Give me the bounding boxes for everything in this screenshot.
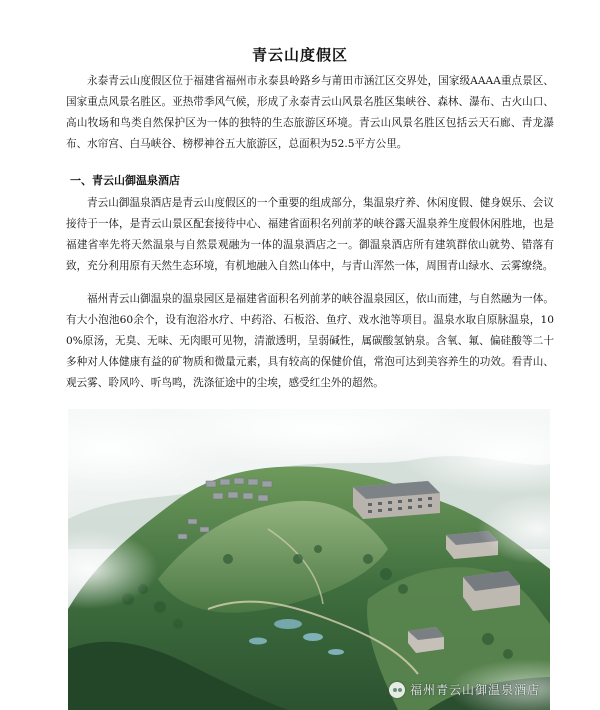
- resort-aerial-illustration: [68, 409, 550, 710]
- section-heading: 一、青云山御温泉酒店: [70, 174, 180, 187]
- resort-aerial-photo: [68, 409, 550, 710]
- intro-paragraph: 永泰青云山度假区位于福建省福州市永泰县岭路乡与莆田市涵江区交界处，国家级AAAA重点景区、国家重点风景名胜区。亚热带季风气候，形成了永泰青云山风景名胜区集峡谷、森林、瀑布、古火山口、高山牧场和鸟类自然保护区为一体的独特的生态旅游区环境。青云山风景名胜区包括云天石廊、青龙瀑布、水帘宫、白马峡谷、榜椤神谷五大旅游区，总面积为52.5平方公里。: [66, 75, 554, 150]
- wechat-icon: [389, 682, 405, 698]
- photo-watermark: [389, 681, 540, 698]
- page-title: 青云山度假区: [251, 46, 348, 64]
- section-paragraph-2: 福州青云山御温泉的温泉园区是福建省面积名列前茅的峡谷温泉园区，依山而建，与自然融为一体。有大小泡池60余个，设有泡浴水疗、中药浴、石板浴、鱼疗、戏水池等项目。温泉水取自原脉温泉，100%原汤，无臭、无味、无肉眼可见物，清澈透明，呈弱碱性，属碳酸氢钠泉。含氧、氟、偏硅酸等二十多种对人体健康有益的矿物质和微量元素，具有较高的保健价值，常泡可达到美容养生的功效。看青山、观云雾、聆风吟、听鸟鸣，洗涤征途中的尘埃，感受红尘外的超然。: [66, 293, 554, 389]
- watermark-text: 福州青云山御温泉酒店: [409, 683, 540, 697]
- section-paragraph-1: 青云山御温泉酒店是青云山度假区的一个重要的组成部分，集温泉疗养、休闲度假、健身娱乐、会议接待于一体，是青云山景区配套接待中心、福建省面积名列前茅的峡谷露天温泉养生度假休闲胜地，也是福建省率先将天然温泉与自然景观融为一体的温泉酒店之一。御温泉酒店所有建筑群依山就势、错落有致，充分利用原有天然生态环境，有机地融入自然山体中，与青山浑然一体，周围青山绿水、云雾缭绕。: [66, 197, 554, 272]
